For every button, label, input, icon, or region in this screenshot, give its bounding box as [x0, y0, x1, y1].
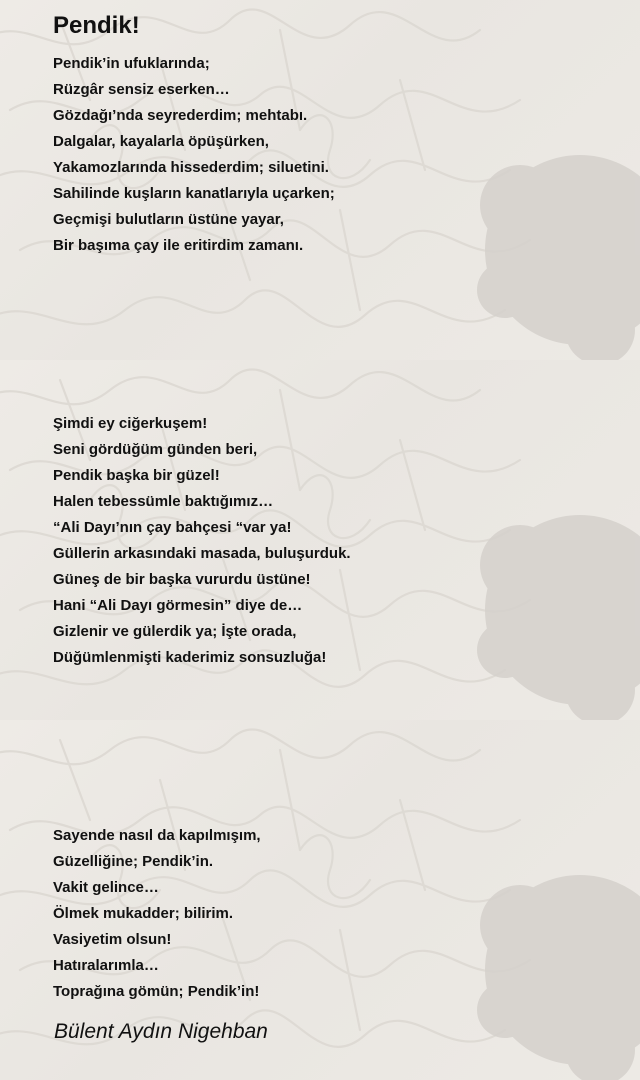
author-name: Bülent Aydın Nigehban [54, 1020, 268, 1043]
poem-line: Dalgalar, kayalarla öpüşürken, [53, 133, 269, 150]
poem-title: Pendik! [53, 12, 140, 39]
stanza-3 [53, 823, 261, 1005]
poem-line: Yakamozlarında hissederdim; siluetini. [53, 159, 329, 176]
poem-line: Vasiyetim olsun! [53, 931, 172, 948]
poem-line: Güllerin arkasındaki masada, buluşurduk. [53, 545, 351, 562]
poem-line: Seni gördüğüm günden beri, [53, 441, 258, 458]
poem-line: Ölmek mukadder; bilirim. [53, 905, 234, 922]
poem-line: Toprağına gömün; Pendik’in! [53, 983, 260, 1000]
poem-line: Hani “Ali Dayı görmesin” diye de… [53, 597, 303, 614]
poem-line: Gizlenir ve gülerdik ya; İşte orada, [53, 623, 297, 640]
poem-line: Düğümlenmişti kaderimiz sonsuzluğa! [53, 649, 327, 666]
poem-line: Hatıralarımla… [53, 957, 159, 974]
poem-line: Vakit gelince… [53, 879, 159, 896]
poem-line: Rüzgâr sensiz eserken… [53, 81, 230, 98]
poem-line: Pendik’in ufuklarında; [53, 55, 210, 72]
poem-line: Pendik başka bir güzel! [53, 467, 220, 484]
poem-line: Güzelliğine; Pendik’in. [53, 853, 214, 870]
poem-line: Sayende nasıl da kapılmışım, [53, 827, 261, 844]
poem-line: Sahilinde kuşların kanatlarıyla uçarken; [53, 185, 335, 202]
poem-line: Güneş de bir başka vururdu üstüne! [53, 571, 311, 588]
poem-line: Bir başıma çay ile eritirdim zamanı. [53, 237, 304, 254]
poem-line: Gözdağı’nda seyrederdim; mehtabı. [53, 107, 308, 124]
poem-line: Halen tebessümle baktığımız… [53, 493, 274, 510]
stanza-1 [53, 51, 335, 259]
poem-line: Şimdi ey ciğerkuşem! [53, 415, 208, 432]
poem-line: Geçmişi bulutların üstüne yayar, [53, 211, 284, 228]
stanza-2 [53, 411, 351, 671]
poem-line: “Ali Dayı’nın çay bahçesi “var ya! [53, 519, 292, 536]
